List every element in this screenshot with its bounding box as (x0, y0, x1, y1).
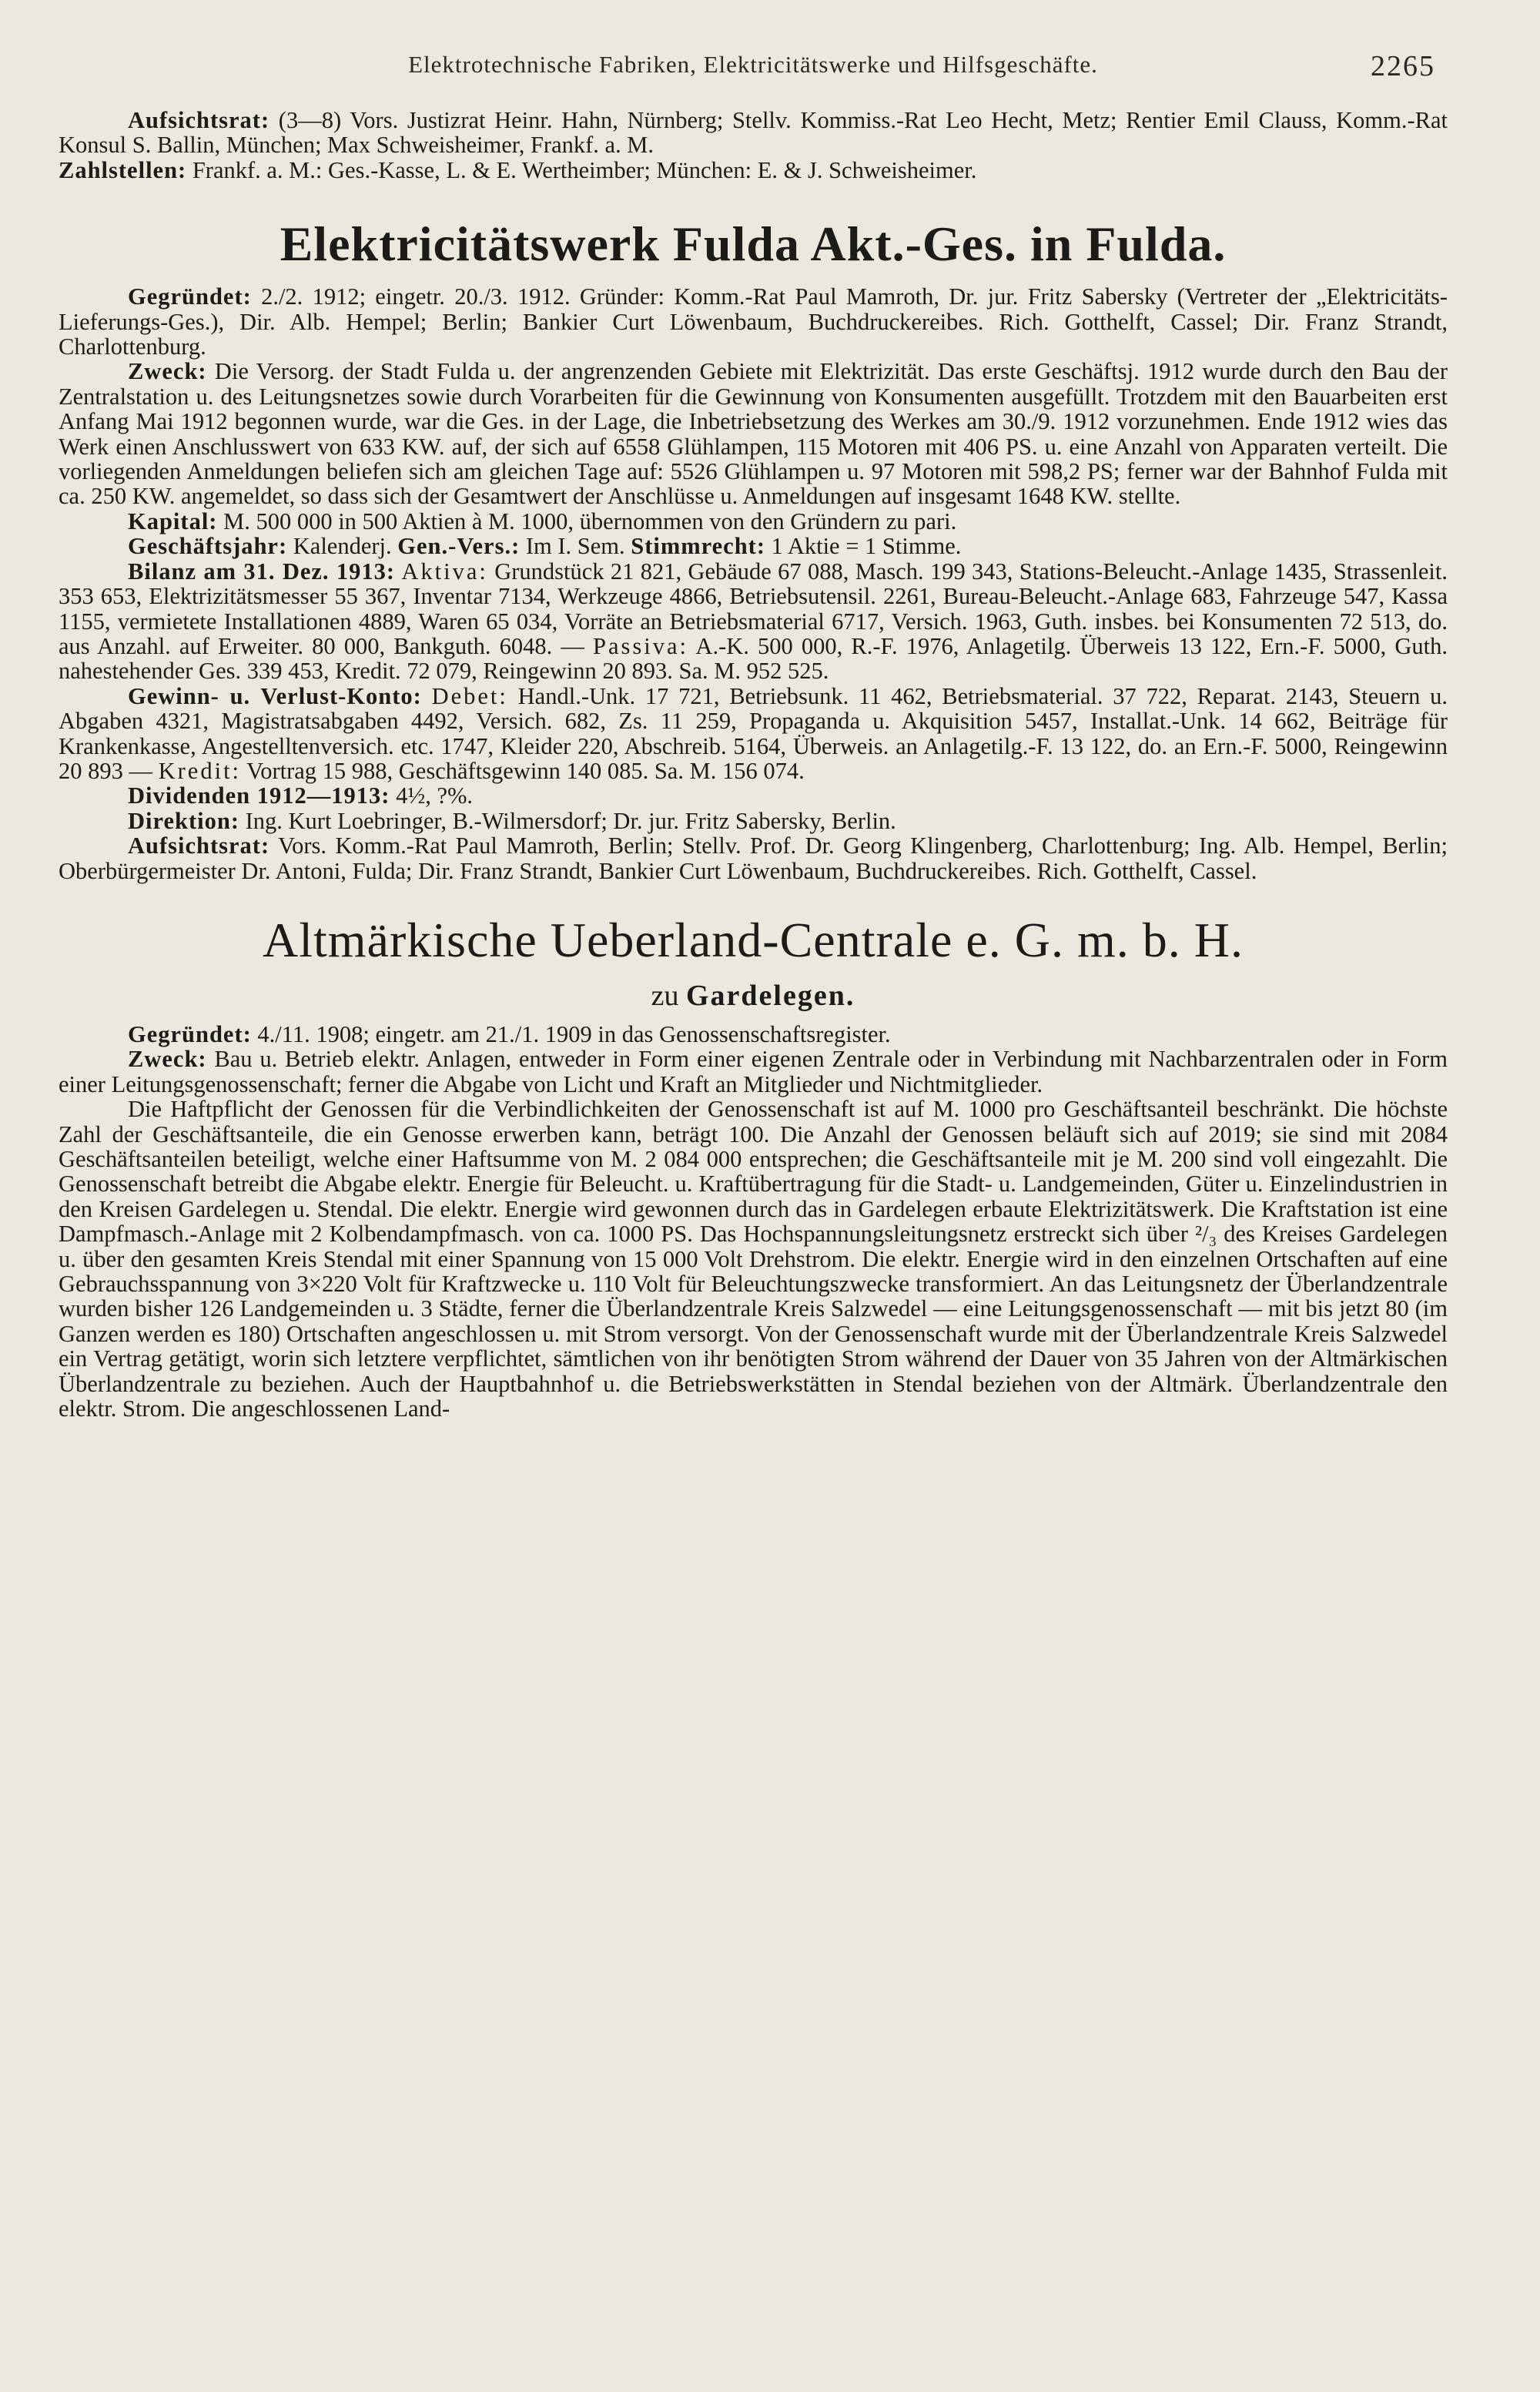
bilanz-aktiva-label: Aktiva: (401, 558, 488, 585)
aufsichtsrat-label: Aufsichtsrat: (128, 107, 270, 133)
dividenden-label: Dividenden 1912—1913: (128, 782, 390, 809)
gardelegen-gegruendet (59, 1022, 1448, 1047)
subtitle-place: Gardelegen. (686, 979, 855, 1012)
aufsichtsrat-paragraph (59, 108, 1448, 158)
direktion-label: Direktion: (128, 807, 239, 834)
zweck-text: Die Versorg. der Stadt Fulda u. der angrenzenden Gebiete mit Elektrizität. Das erste Geschäftsj. 1912 wurde durch den Bau der Zentralstation u. des Leitungsnetzes sowie durch Vorarbeiten für die Gewinnung von Konsumenten ausgefüllt. Trotzdem mit den Bauarbeiten erst Anfang Mai 1912 begonnen wurde, war die Ges. in der Lage, die Inbetriebsetzung des Werkes am 30./9. 1912 vorzunehmen. Ende 1912 wies das Werk einen Anschlusswert von 633 KW. auf, der sich auf 6558 Glühlampen, 115 Motoren mit 406 PS. u. eine Anzahl von Apparaten verteilt. Die vorliegenden Anmeldungen beliefen sich am gleichen Tage auf: 5526 Glühlampen u. 97 Motoren mit 598,2 PS; ferner war der Bahnhof Fulda mit ca. 250 KW. angemeldet, so dass sich der Gesamtwert der Anschlüsse u. Anmeldungen auf insgesamt 1648 KW. stellte. (59, 358, 1448, 510)
fulda-aufsichtsrat-label: Aufsichtsrat: (128, 833, 270, 859)
fulda-aufsichtsrat-text: Vors. Komm.-Rat Paul Mamroth, Berlin; Stellv. Prof. Dr. Georg Klingenberg, Charlottenburg; Ing. Alb. Hempel, Berlin; Oberbürgermeister Dr. Antoni, Fulda; Dir. Franz Strandt, Bankier Curt Löwenbaum, Buchdruckereibes. Rich. Gotthelft, Cassel. (59, 833, 1448, 884)
fulda-title: Elektricitätswerk Fulda Akt.-Ges. in Fulda. (280, 216, 1227, 272)
running-title: Elektrotechnische Fabriken, Elektricitätswerke und Hilfsgeschäfte. (408, 51, 1098, 78)
zahlstellen-paragraph (59, 158, 1448, 183)
genvers-label: Gen.-Vers.: (397, 533, 521, 560)
guv-debet-text: Handl.-Unk. 17 721, Betriebsunk. 11 462, Betriebsmaterial. 37 722, Reparat. 2143, Steuern u. Abgaben 4321, Magistratsabgaben 4492, Versich. 682, Zs. 11 259, Propaganda u. Akquisition 5457, Installat.-Unk. 14 662, Beiträge für Krankenkasse, Angestelltenversich. etc. 1747, Kleider 220, Abschreib. 5164, Überweis. an Anlagetilg.-F. 13 122, do. an Ern.-F. 5000, Reingewinn 20 893 — (59, 682, 1448, 784)
gegruendet-label: Gegründet: (128, 283, 252, 310)
bilanz-label: Bilanz am 31. Dez. 1913: (128, 558, 396, 585)
fulda-dividenden (59, 783, 1448, 808)
zahlstellen-text: Frankf. a. M.: Ges.-Kasse, L. & E. Wertheimber; München: E. & J. Schweisheimer. (192, 156, 977, 183)
gardelegen-zweck (59, 1047, 1448, 1097)
aufsichtsrat-text: (3—8) Vors. Justizrat Heinr. Hahn, Nürnberg; Stellv. Kommiss.-Rat Leo Hecht, Metz; Rentier Emil Clauss, Komm.-Rat Konsul S. Ballin, München; Max Schweisheimer, Frankf. a. M. (59, 107, 1448, 159)
gardelegen-title: Altmärkische Ueberland-Centrale e. G. m. b. H. (262, 912, 1244, 967)
kapital-text: M. 500 000 in 500 Aktien à M. 1000, übernommen von den Gründern zu pari. (223, 508, 957, 534)
gardelegen-subtitle (59, 979, 1448, 1013)
genvers-text: Im I. Sem. (525, 533, 625, 560)
dividenden-text: 4½, ?%. (396, 782, 474, 809)
gardelegen-zweck-label: Zweck: (128, 1046, 207, 1073)
page-number: 2265 (1371, 50, 1435, 82)
gardelegen-gegruendet-text: 4./11. 1908; eingetr. am 21./1. 1909 in das Genossenschaftsregister. (257, 1020, 891, 1047)
guv-debet-label: Debet: (431, 682, 508, 709)
gardelegen-entry (59, 913, 1448, 1422)
zahlstellen-label: Zahlstellen: (59, 156, 187, 183)
fulda-gegruendet (59, 284, 1448, 359)
fulda-geschaeftsjahr (59, 534, 1448, 558)
previous-entry-tail (59, 108, 1448, 183)
kapital-label: Kapital: (128, 508, 218, 534)
bilanz-passiva-text: A.-K. 500 000, R.-F. 1976, Anlagetilg. Überweis 13 122, Ern.-F. 5000, Guth. nahestehender Ges. 339 453, Kredit. 72 079, Reingewinn 20 893. Sa. M. 952 525. (59, 632, 1448, 685)
gegruendet-text: 2./2. 1912; eingetr. 20./3. 1912. Gründer: Komm.-Rat Paul Mamroth, Dr. jur. Fritz Sabersky (Vertreter der „Elektricitäts-Lieferungs-Ges.), Dir. Alb. Hempel; Berlin; Bankier Curt Löwenbaum, Buchdruckereibes. Rich. Gotthelft, Cassel; Dir. Franz Strandt, Charlottenburg. (59, 283, 1448, 360)
fulda-kapital (59, 509, 1448, 534)
subtitle-prefix: zu (651, 979, 679, 1012)
running-header (59, 51, 1448, 100)
fulda-entry (59, 216, 1448, 883)
bilanz-aktiva-text: Grundstück 21 821, Gebäude 67 088, Masch. 199 343, Stations-Beleucht.-Anlage 1435, Strassenleit. 353 653, Elektrizitätsmesser 55 367, Inventar 7134, Werkzeuge 4866, Betriebsutensil. 2261, Bureau-Beleucht.-Anlage 683, Fahrzeuge 547, Kassa 1155, vermietete Installationen 4889, Waren 65 034, Vorräte an Betriebsmaterial 6717, Versich. 1963, Guth. insbes. bei Konsumenten 72 513, do. aus Anzahl. auf Erweiter. 80 000, Bankguth. 6048. — (59, 558, 1448, 659)
gardelegen-paragraph-1: Die Haftpflicht der Genossen für die Verbindlichkeiten der Genossenschaft ist auf M. 1000 pro Geschäftsanteil beschränkt. Die höchste Zahl der Geschäftsanteile, die ein Genosse erwerben kann, beträgt 100. Die Anzahl der Genossen beläuft sich auf 2019; sie sind mit 2084 Geschäftsanteilen beteiligt, welche einer Haftsumme von M. 2 084 000 entsprechen; die Geschäftsanteile mit je M. 200 sind voll eingezahlt. Die Genossenschaft betreibt die Abgabe elektr. Energie für Beleucht. u. Kraftübertragung für die Stadt- u. Landgemeinden, Güter u. Einzelindustrien in den Kreisen Gardelegen u. Stendal. Die elektr. Energie wird gewonnen durch das in Gardelegen erbaute Elektrizitätswerk. Die Kraftstation ist eine Dampfmasch.-Anlage mit 2 Kolbendampfmasch. von ca. 1000 PS. Das Hochspannungsleitungsnetz erstreckt sich über ²/₃ des Kreises Gardelegen u. über den gesamten Kreis Stendal mit einer Spannung von 15 000 Volt Drehstrom. Die elektr. Energie wird in den einzelnen Ortschaften auf eine Gebrauchsspannung von 3×220 Volt für Kraftzwecke u. 110 Volt für Beleuchtungszwecke transformiert. An das Leitungsnetz der Überlandzentrale wurden bisher 126 Landgemeinden u. 3 Städte, ferner die Überlandzentrale Kreis Salzwedel — eine Leitungsgenossenschaft — mit bis jetzt 80 (im Ganzen werden es 180) Ortschaften angeschlossen u. mit Strom versorgt. Von der Genossenschaft wurde mit der Überlandzentrale Kreis Salzwedel ein Vertrag getätigt, worin sich letztere verpflichtet, sämtlichen von ihr benötigten Strom während der Dauer von 35 Jahren von der Altmärkischen Überlandzentrale zu beziehen. Auch der Hauptbahnhof u. die Betriebswerkstätten in Stendal beziehen von der Altmärk. Überlandzentrale den elektr. Strom. Die angeschlossenen Land- (59, 1096, 1448, 1422)
direktion-text: Ing. Kurt Loebringer, B.-Wilmersdorf; Dr. jur. Fritz Sabersky, Berlin. (245, 807, 896, 834)
fulda-gewinn-verlust (59, 684, 1448, 784)
guv-kredit-text: Vortrag 15 988, Geschäftsgewinn 140 085. Sa. M. 156 074. (246, 757, 805, 784)
gardelegen-zweck-text: Bau u. Betrieb elektr. Anlagen, entweder in Form einer eigenen Zentrale oder in Verbindung mit Nachbarzentralen oder in Form einer Leitungsgenossenschaft; ferner die Abgabe von Licht und Kraft an Mitglieder und Nichtmitglieder. (59, 1046, 1448, 1097)
stimmrecht-text: 1 Aktie = 1 Stimme. (771, 533, 962, 560)
fulda-zweck (59, 359, 1448, 508)
fulda-aufsichtsrat (59, 833, 1448, 883)
bilanz-passiva-label: Passiva: (592, 632, 688, 659)
stimmrecht-label: Stimmrecht: (631, 533, 765, 560)
guv-label: Gewinn- u. Verlust-Konto: (128, 682, 422, 709)
geschaeftsjahr-label: Geschäftsjahr: (128, 533, 288, 560)
zweck-label: Zweck: (128, 358, 207, 385)
fulda-bilanz (59, 559, 1448, 684)
fulda-direktion (59, 809, 1448, 833)
guv-kredit-label: Kredit: (158, 757, 242, 784)
gardelegen-gegruendet-label: Gegründet: (128, 1020, 252, 1047)
geschaeftsjahr-text: Kalenderj. (293, 533, 392, 560)
